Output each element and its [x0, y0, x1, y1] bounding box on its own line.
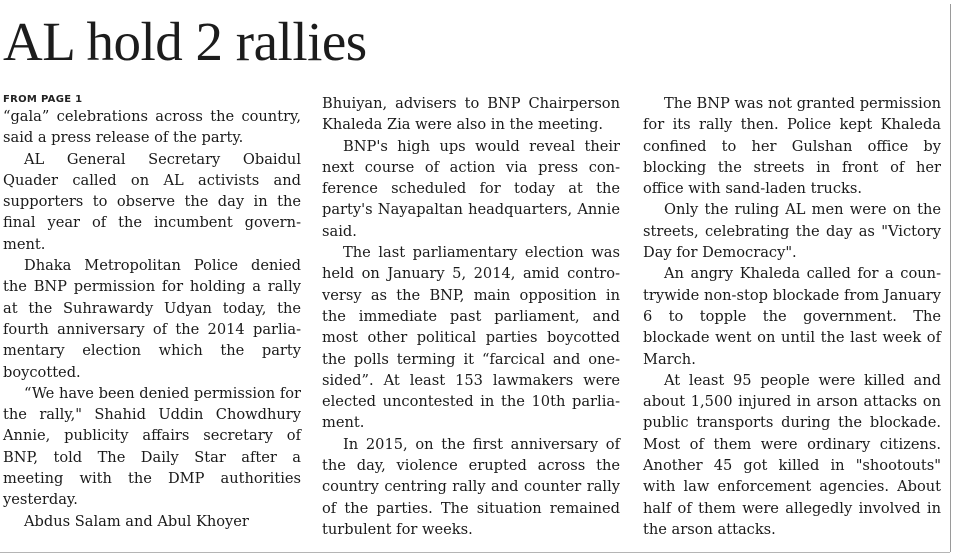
article-column-3 — [643, 93, 941, 540]
column-rule-right — [950, 4, 951, 552]
paragraph: Only the ruling AL men were on the streets, celebrating the day as "Victory Day for Democracy". — [643, 201, 941, 262]
paragraph: In 2015, on the first anniversary of the day, violence erupted across the country centring rally and counter rally of the parties. The situation remained turbulent for weeks. — [322, 435, 620, 538]
paragraph: “gala” celebrations across the country, said a press release of the party. — [3, 108, 301, 147]
paragraph: Bhuiyan, advisers to BNP Chairperson Khaleda Zia were also in the meeting. — [322, 95, 620, 134]
jump-label: FROM PAGE 1 — [3, 94, 83, 105]
paragraph: AL General Secretary Obaidul Quader called on AL activists and supporters to observe the day in the final year of the incumbent government. — [3, 150, 301, 253]
headline: AL hold 2 rallies — [3, 11, 367, 72]
article-column-2 — [322, 93, 620, 540]
article-column-1 — [3, 93, 301, 532]
page-rule-bottom — [0, 552, 950, 553]
paragraph: Dhaka Metropolitan Police denied the BNP permission for holding a rally at the Suhrawardy Udyan today, the fourth anniversary of the 2014 parliamentary election which the party boycotted. — [3, 257, 301, 381]
paragraph: “We have been denied permission for the rally," Shahid Uddin Chowdhury Annie, publicity affairs secretary of BNP, told The Daily Star after a meeting with the DMP authorities yesterday. — [3, 384, 301, 509]
paragraph: The BNP was not granted permission for its rally then. Police kept Khaleda confined to her Gulshan office by blocking the streets in front of her office with sand-laden trucks. — [643, 95, 941, 198]
paragraph: Abdus Salam and Abul Khoyer — [24, 512, 249, 530]
paragraph: The last parliamentary election was held on January 5, 2014, amid controversy as the BNP, main opposition in the immediate past parliament, and most other political parties boycotted the polls terming it “farcical and one-sided”. At least 153 lawmakers were elected uncontested in the 10th parliament. — [322, 244, 620, 432]
paragraph: BNP's high ups would reveal their next course of action via press conference scheduled for today at the party's Nayapaltan headquarters, Annie said. — [322, 137, 620, 240]
paragraph: At least 95 people were killed and about 1,500 injured in arson attacks on public transports during the blockade. Most of them were ordinary citizens. Another 45 got killed in "shootouts" with law enforcement agencies. About half of them were allegedly involved in the arson attacks. — [643, 371, 941, 538]
paragraph: An angry Khaleda called for a countrywide non-stop blockade from January 6 to topple the government. The blockade went on until the last week of March. — [643, 265, 941, 368]
